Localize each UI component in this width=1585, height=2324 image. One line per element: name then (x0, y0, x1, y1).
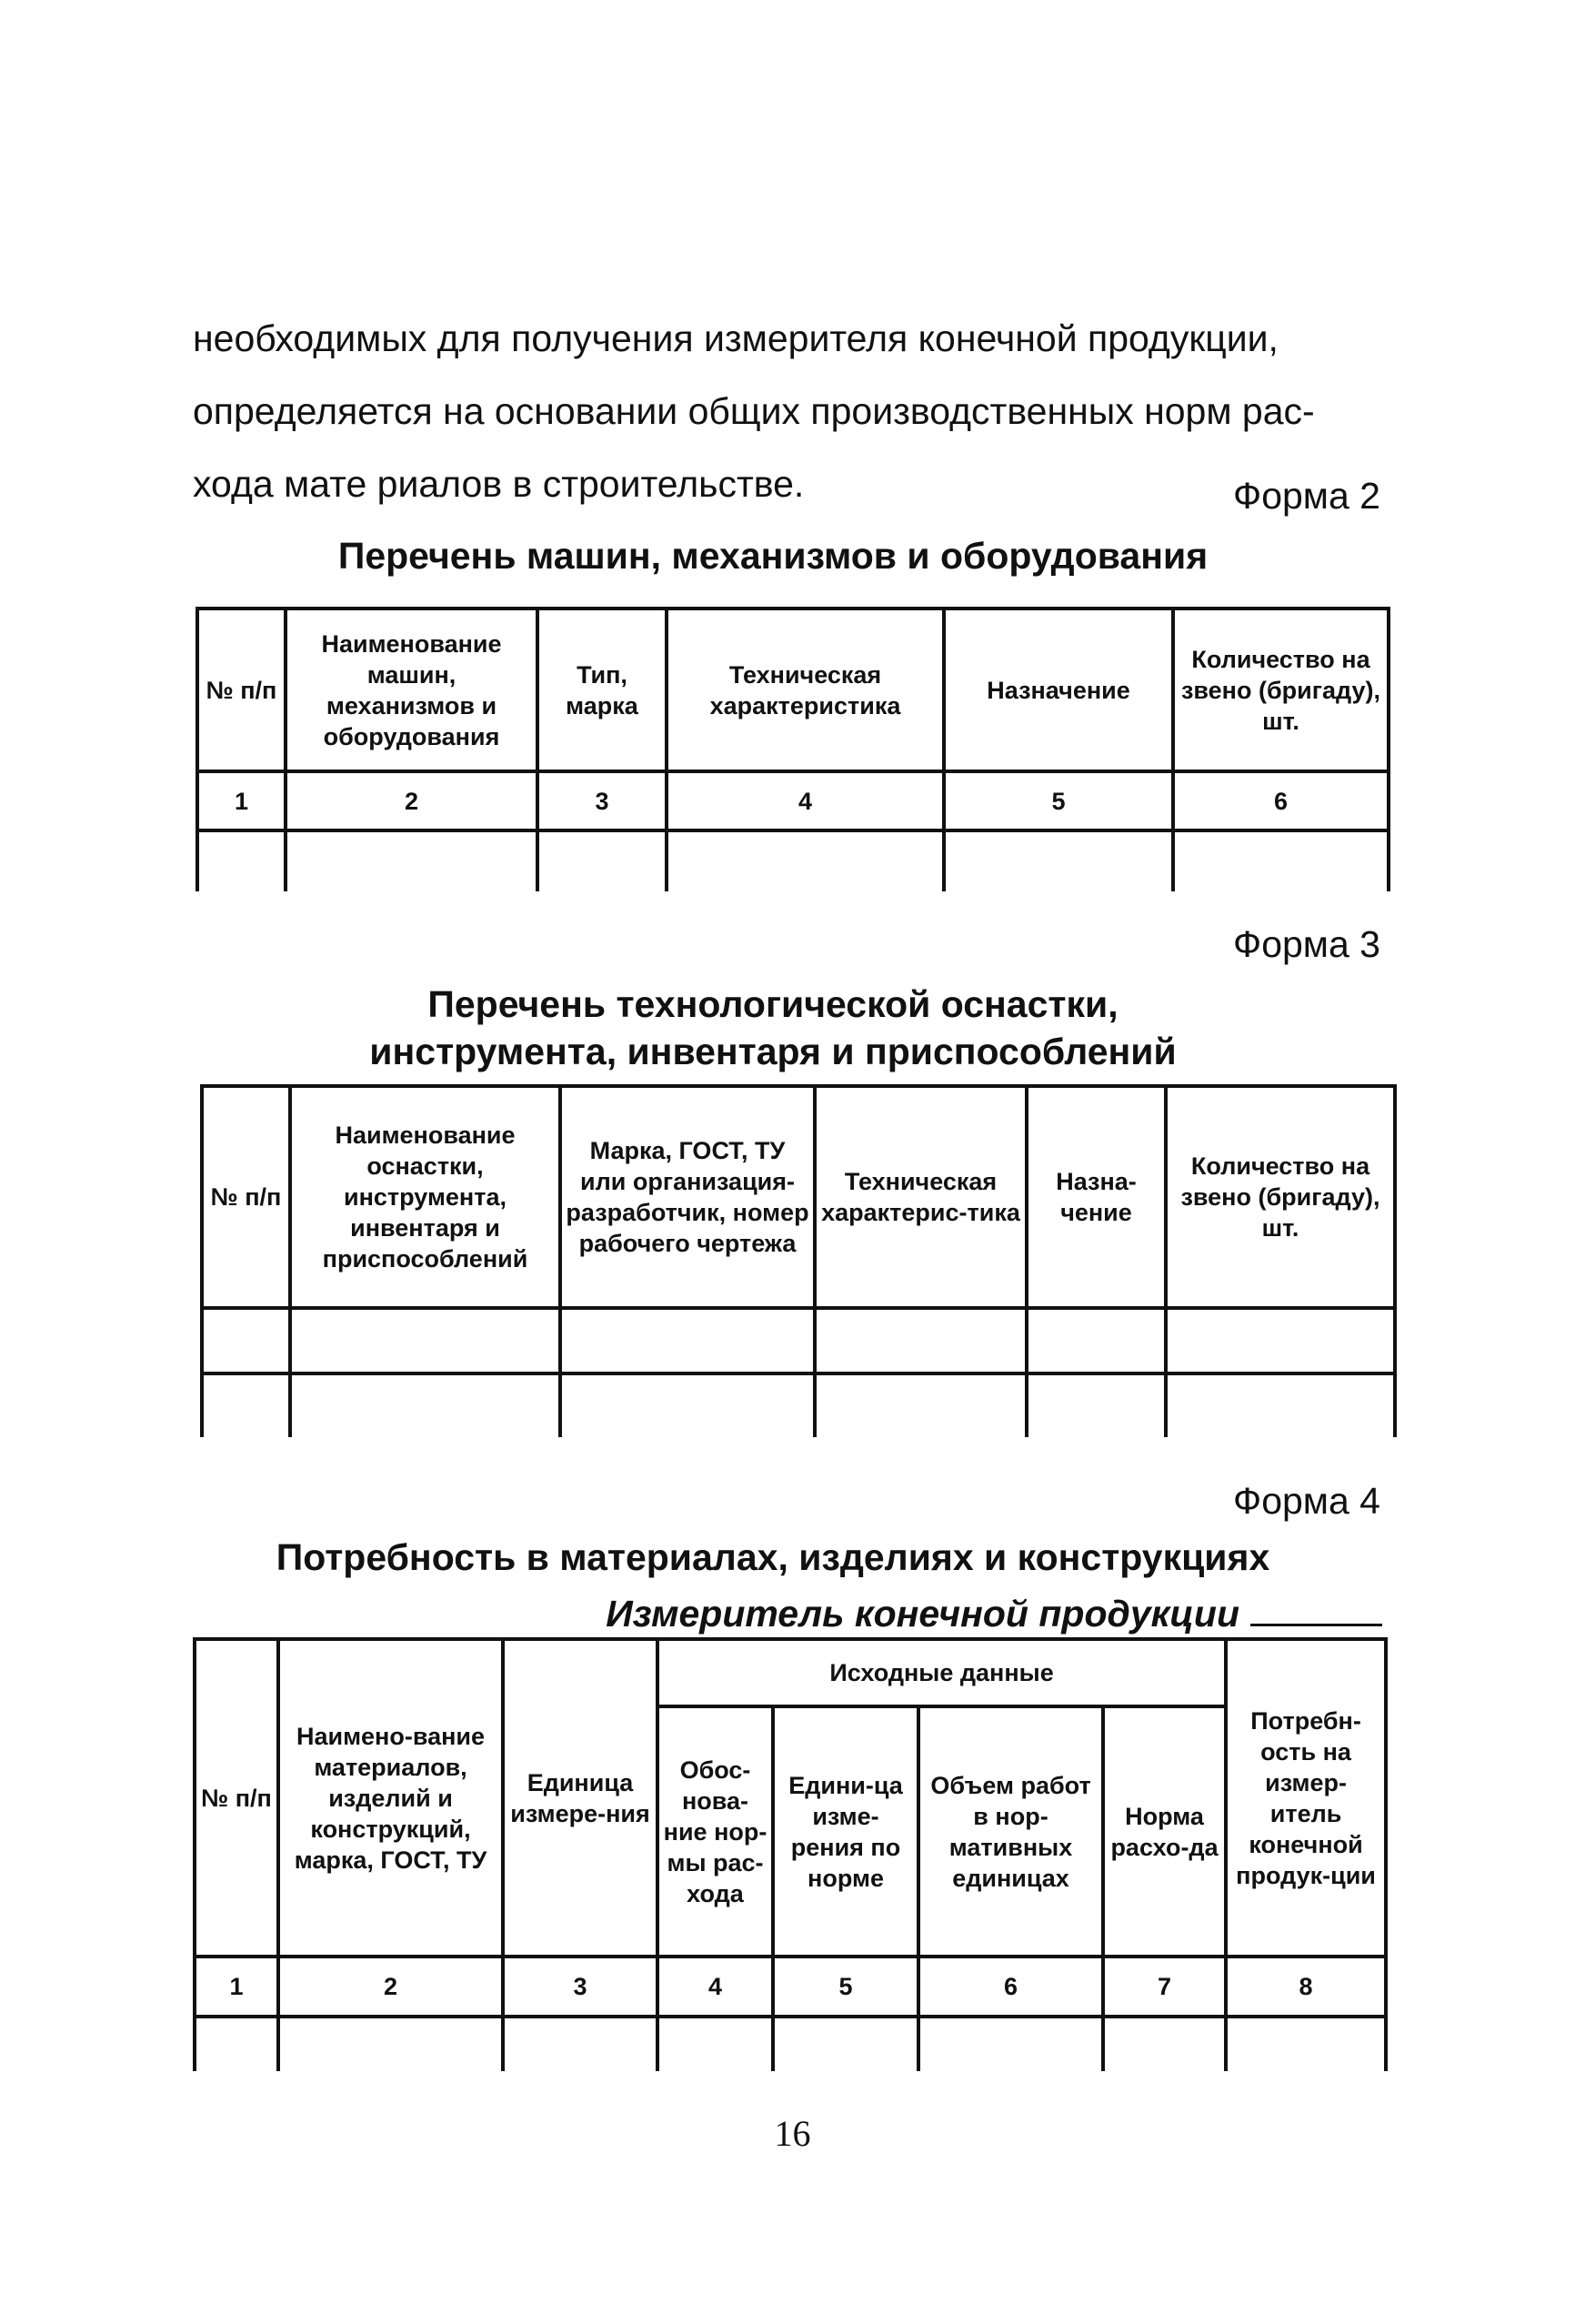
table-cell (560, 1373, 815, 1437)
f4-col-number-5: 5 (773, 1957, 918, 2017)
f2-col-number-1: 1 (197, 771, 286, 830)
table-cell (537, 830, 667, 891)
f2-header-name: Наименование машин, механизмов и оборудования (286, 609, 537, 771)
f4-header-number: № п/п (195, 1639, 278, 1957)
f2-col-number-2: 2 (286, 771, 537, 830)
table-cell (503, 2017, 657, 2071)
f2-header-quantity: Количество на звено (бригаду), шт. (1173, 609, 1389, 771)
table-cell (1027, 1308, 1166, 1373)
table-cell (286, 830, 537, 891)
f3-empty-row (202, 1373, 1395, 1437)
table-cell (773, 2017, 918, 2071)
table-cell (202, 1308, 290, 1373)
table-cell (657, 2017, 773, 2071)
f2-header-spec: Техническая характеристика (667, 609, 944, 771)
table-cell (944, 830, 1173, 891)
f4-col-number-7: 7 (1103, 1957, 1226, 2017)
f2-empty-row (197, 830, 1389, 891)
f4-col-number-4: 4 (657, 1957, 773, 2017)
f2-col-number-3: 3 (537, 771, 667, 830)
table-cell (815, 1373, 1027, 1437)
f4-col-number-8: 8 (1226, 1957, 1386, 2017)
form-3-label: Форма 3 (1233, 923, 1380, 965)
intro-line-2: определяется на основании общих производственных норм рас- (193, 390, 1315, 432)
f3-header-name: Наименование оснастки, инструмента, инвентаря и приспособлений (290, 1086, 560, 1308)
f4-header-justification: Обос-нова-ние нор-мы рас-хода (657, 1706, 773, 1957)
f4-header-unit: Единица измере-ния (503, 1639, 657, 1957)
intro-paragraph (193, 302, 1384, 520)
form-3-title (182, 981, 1364, 1075)
form-2-table (196, 607, 1390, 891)
table-cell (1103, 2017, 1226, 2071)
form-2-label: Форма 2 (1233, 475, 1380, 517)
meter-blank-line (1250, 1587, 1382, 1626)
form-3-title-line-2: инструмента, инвентаря и приспособлений (369, 1031, 1177, 1072)
intro-line-1: необходимых для получения измерителя конечной продукции, (193, 317, 1279, 359)
table-cell (290, 1373, 560, 1437)
table-cell (195, 2017, 278, 2071)
table-cell (1166, 1308, 1395, 1373)
f2-col-number-5: 5 (944, 771, 1173, 830)
table-cell (1173, 830, 1389, 891)
f4-col-number-1: 1 (195, 1957, 278, 2017)
f4-empty-row (195, 2017, 1386, 2071)
table-cell (202, 1373, 290, 1437)
f2-header-type: Тип, марка (537, 609, 667, 771)
form-4-meter-label: Измеритель конечной продукции (606, 1593, 1239, 1635)
f4-header-name: Наимено-вание материалов, изделий и конструкций, марка, ГОСТ, ТУ (278, 1639, 503, 1957)
intro-line-3: хода мате риалов в строительстве. (193, 463, 805, 505)
f4-col-number-3: 3 (503, 1957, 657, 2017)
table-cell (1226, 2017, 1386, 2071)
f4-header-demand: Потребн-ость на измер-итель конечной продук-ции (1226, 1639, 1386, 1957)
table-cell (1027, 1373, 1166, 1437)
f4-header-rate: Норма расхо-да (1103, 1706, 1226, 1957)
form-4-meter (182, 1587, 1382, 1635)
f2-header-number: № п/п (197, 609, 286, 771)
table-cell (815, 1308, 1027, 1373)
f4-col-number-6: 6 (918, 1957, 1103, 2017)
table-cell (1166, 1373, 1395, 1437)
table-cell (667, 830, 944, 891)
table-cell (918, 2017, 1103, 2071)
f4-header-norm-unit: Едини-ца изме-рения по норме (773, 1706, 918, 1957)
f4-header-volume: Объем работ в нор-мативных единицах (918, 1706, 1103, 1957)
form-2-title: Перечень машин, механизмов и оборудования (337, 535, 1209, 577)
f2-header-purpose: Назначение (944, 609, 1173, 771)
f3-header-spec: Техническая характерис-тика (815, 1086, 1027, 1308)
f4-col-number-2: 2 (278, 1957, 503, 2017)
form-3-table (200, 1084, 1397, 1437)
f2-col-number-6: 6 (1173, 771, 1389, 830)
form-4-label: Форма 4 (1233, 1480, 1380, 1522)
table-cell (290, 1308, 560, 1373)
f3-header-mark: Марка, ГОСТ, ТУ или организация-разработчик, номер рабочего чертежа (560, 1086, 815, 1308)
f3-header-purpose: Назна-чение (1027, 1086, 1166, 1308)
page-number: 16 (774, 2113, 811, 2154)
table-cell (278, 2017, 503, 2071)
f2-col-number-4: 4 (667, 771, 944, 830)
f3-empty-row (202, 1308, 1395, 1373)
f4-header-source-data: Исходные данные (657, 1639, 1226, 1706)
f3-header-quantity: Количество на звено (бригаду), шт. (1166, 1086, 1395, 1308)
form-4-title: Потребность в материалах, изделиях и конструкциях (276, 1536, 1270, 1578)
form-4-table (193, 1637, 1388, 2071)
table-cell (197, 830, 286, 891)
table-cell (560, 1308, 815, 1373)
form-3-title-line-1: Перечень технологической оснастки, (427, 983, 1119, 1025)
f3-header-number: № п/п (202, 1086, 290, 1308)
